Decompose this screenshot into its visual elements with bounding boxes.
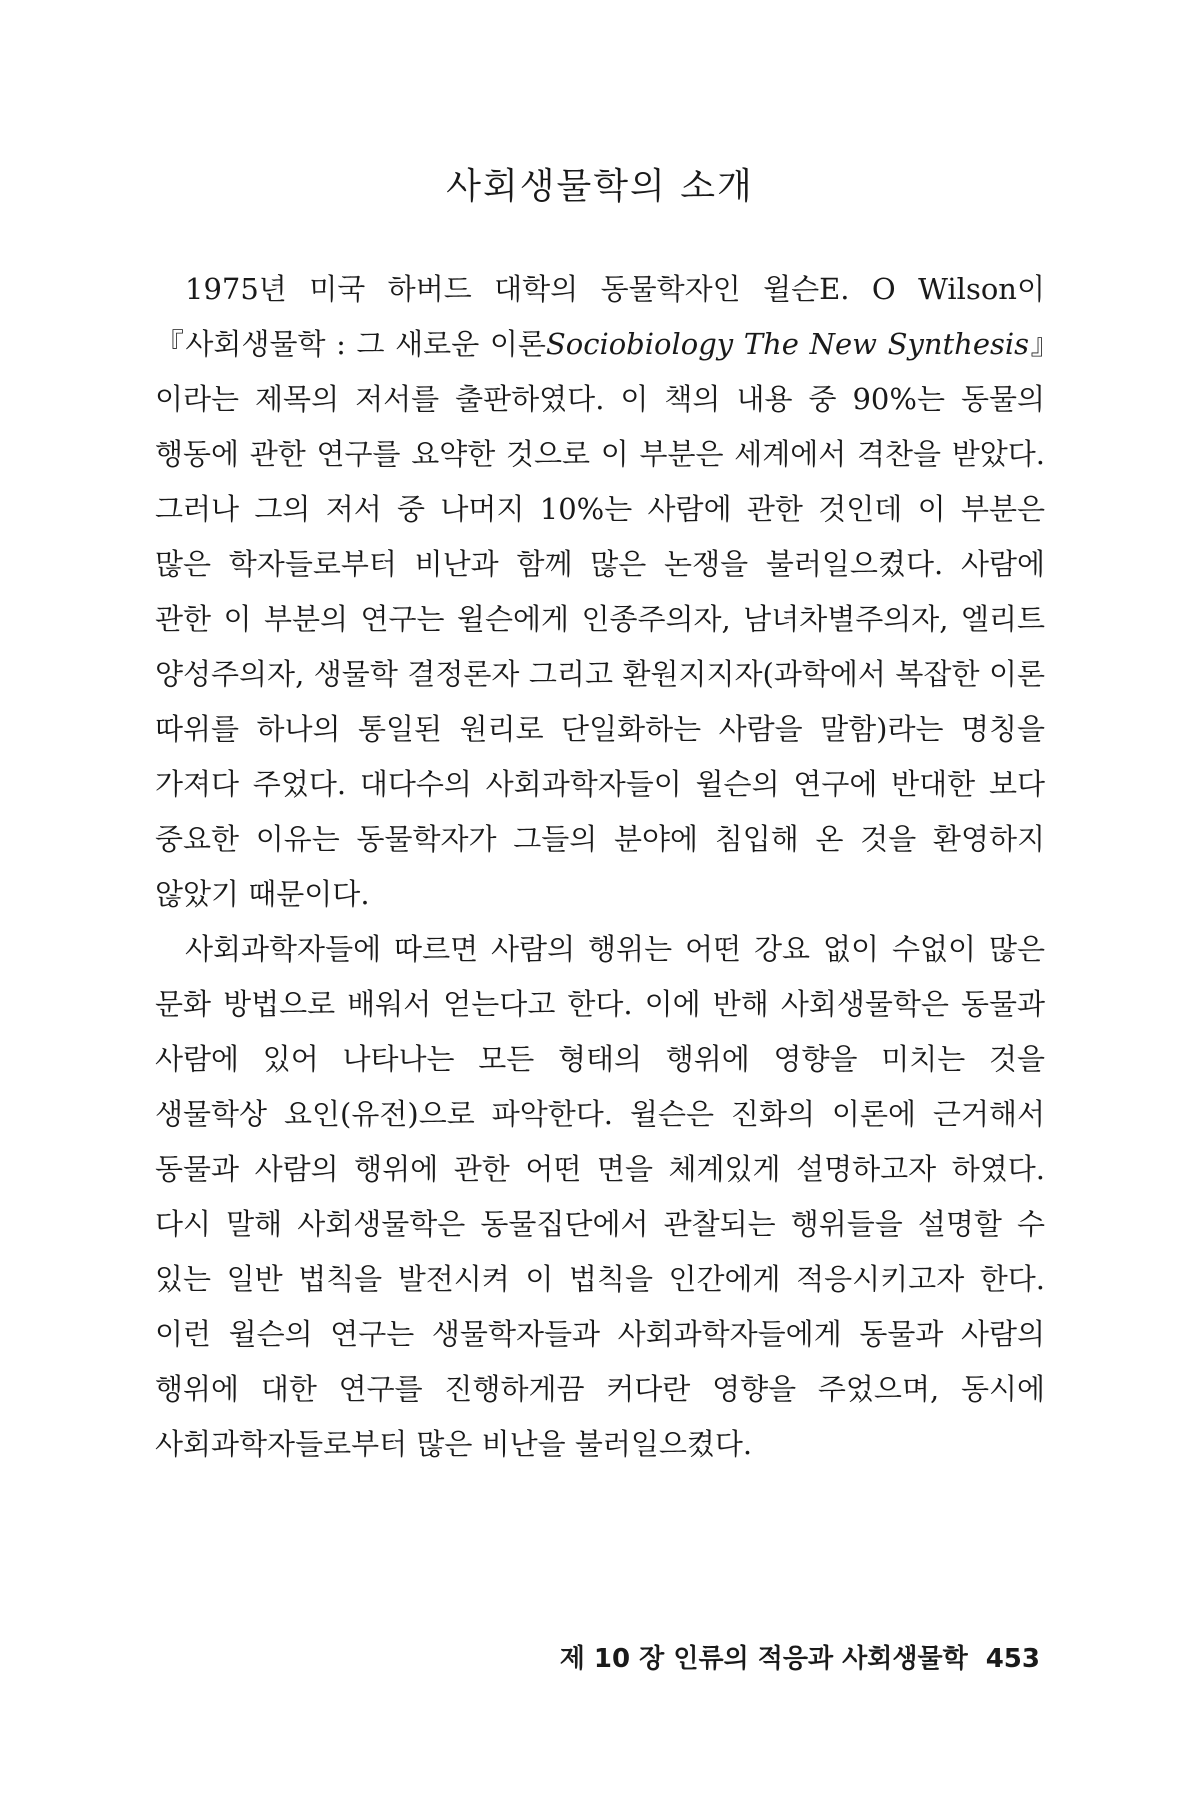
paragraph-2: 사회과학자들에 따르면 사람의 행위는 어떤 강요 없이 수없이 많은 문화 방법으로 배워서 얻는다고 한다. 이에 반해 사회생물학은 동물과 사람에 있어 나타나는 모든 형태의 행위에 영향을 미치는 것을 생물학상 요인(유전)으로 파악한다. 윌슨은 진화의 이론에 근거해서 동물과 사람의 행위에 관한 어떤 면을 체계있게 설명하고자 하였다. 다시 말해 사회생물학은 동물집단에서 관찰되는 행위들을 설명할 수 있는 일반 법칙을 발전시켜 이 법칙을 인간에게 적응시키고자 한다. 이런 윌슨의 연구는 생물학자들과 사회과학자들에게 동물과 사람의 행위에 대한 연구를 진행하게끔 커다란 영향을 주었으며, 동시에 사회과학자들로부터 많은 비난을 불러일으켰다. [155, 932, 1045, 1461]
paragraph-1 [155, 262, 1045, 922]
paragraph-1-text-a: 1975년 미국 하버드 대학의 동물학자인 윌슨E. O Wilson이 『사회생물학 : 그 새로운 이론 [155, 272, 1045, 361]
body-text [155, 262, 1045, 1472]
chapter-title: 제 10 장 인류의 적응과 사회생물학 [559, 1644, 968, 1674]
section-title: 사회생물학의 소개 [446, 166, 754, 207]
paragraph-1-text-b: 』이라는 제목의 저서를 출판하였다. 이 책의 내용 중 90%는 동물의 행동에 관한 연구를 요약한 것으로 이 부분은 세계에서 격찬을 받았다. 그러나 그의 저서 중 나머지 10%는 사람에 관한 것인데 이 부분은 많은 학자들로부터 비난과 함께 많은 논쟁을 불러일으켰다. 사람에 관한 이 부분의 연구는 윌슨에게 인종주의자, 남녀차별주의자, 엘리트 양성주의자, 생물학 결정론자 그리고 환원지지자(과학에서 복잡한 이론 따위를 하나의 통일된 원리로 단일화하는 사람을 말함)라는 명칭을 가져다 주었다. 대다수의 사회과학자들이 윌슨의 연구에 반대한 보다 중요한 이유는 동물학자가 그들의 분야에 침입해 온 것을 환영하지 않았기 때문이다. [155, 327, 1045, 911]
page-number: 453 [985, 1644, 1040, 1674]
running-footer [560, 1638, 1040, 1675]
book-title-english: Sociobiology The New Synthesis [545, 327, 1030, 361]
